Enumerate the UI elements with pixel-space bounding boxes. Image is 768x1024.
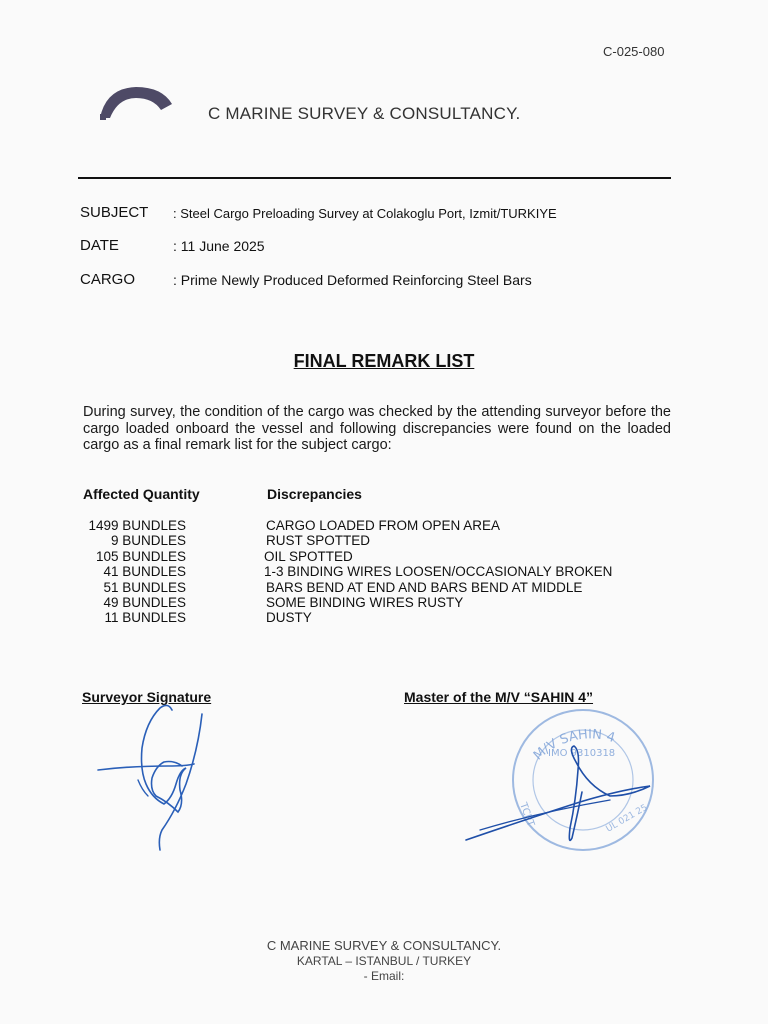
remark-row <box>84 595 612 610</box>
discrepancy: DUSTY <box>266 610 312 626</box>
company-title: C MARINE SURVEY & CONSULTANCY. <box>208 104 521 123</box>
stamp-port: TCPT <box>517 801 536 829</box>
remark-row <box>84 610 612 625</box>
remark-row <box>84 580 612 595</box>
quantity-column-header: Affected Quantity <box>83 486 200 502</box>
stamp-reg: UL 021 25 <box>604 802 650 835</box>
discrepancy: RUST SPOTTED <box>266 533 371 549</box>
subject-value: : Steel Cargo Preloading Survey at Colakoglu Port, Izmit/TURKIYE <box>173 206 557 221</box>
affected-quantity: 49 BUNDLES <box>103 595 186 611</box>
affected-quantity: 11 BUNDLES <box>104 610 186 626</box>
affected-quantity: 41 BUNDLES <box>103 564 186 580</box>
stamp-vessel-name: M/V SAHIN 4 <box>530 727 617 764</box>
date-value: : 11 June 2025 <box>173 238 265 254</box>
footer-company: C MARINE SURVEY & CONSULTANCY. <box>266 938 502 953</box>
company-logo <box>98 84 172 124</box>
discrepancy: BARS BEND AT END AND BARS BEND AT MIDDLE <box>266 579 583 595</box>
document-code: C-025-080 <box>603 44 665 59</box>
affected-quantity: 51 BUNDLES <box>103 579 186 595</box>
discrepancy-column-header: Discrepancies <box>267 486 362 502</box>
vessel-stamp <box>460 700 670 860</box>
cargo-value: : Prime Newly Produced Deformed Reinforcing Steel Bars <box>173 272 532 288</box>
master-signature-label: Master of the M/V “SAHIN 4” <box>404 689 594 705</box>
header-divider <box>78 177 671 179</box>
affected-quantity: 105 BUNDLES <box>95 548 186 564</box>
date-label: DATE <box>80 237 119 254</box>
cargo-label: CARGO <box>80 271 136 288</box>
discrepancy: CARGO LOADED FROM OPEN AREA <box>266 518 501 533</box>
remark-list <box>84 518 612 626</box>
affected-quantity: 1499 BUNDLES <box>88 518 186 533</box>
page-title: FINAL REMARK LIST <box>293 351 475 371</box>
discrepancy: 1-3 BINDING WIRES LOOSEN/OCCASIONALY BROKEN <box>264 564 613 580</box>
remark-row <box>84 518 612 533</box>
intro-paragraph: During survey, the condition of the cargo was checked by the attending surveyor before the cargo loaded onboard the vessel and following discrepancies were found on the loaded cargo as a final remark list for the subject cargo: <box>83 404 671 453</box>
surveyor-signature <box>90 700 230 860</box>
discrepancy: SOME BINDING WIRES RUSTY <box>266 595 464 611</box>
subject-label: SUBJECT <box>80 204 149 221</box>
remark-row <box>84 533 612 548</box>
affected-quantity: 9 BUNDLES <box>110 533 186 549</box>
discrepancy: OIL SPOTTED <box>264 548 353 564</box>
footer-address: KARTAL – ISTANBUL / TURKEY <box>296 954 472 968</box>
stamp-imo: IMO 9310318 <box>548 748 616 759</box>
remark-row <box>84 564 612 579</box>
surveyor-signature-label: Surveyor Signature <box>82 689 212 705</box>
footer-email: - Email: <box>363 969 405 983</box>
remark-row <box>84 549 612 564</box>
